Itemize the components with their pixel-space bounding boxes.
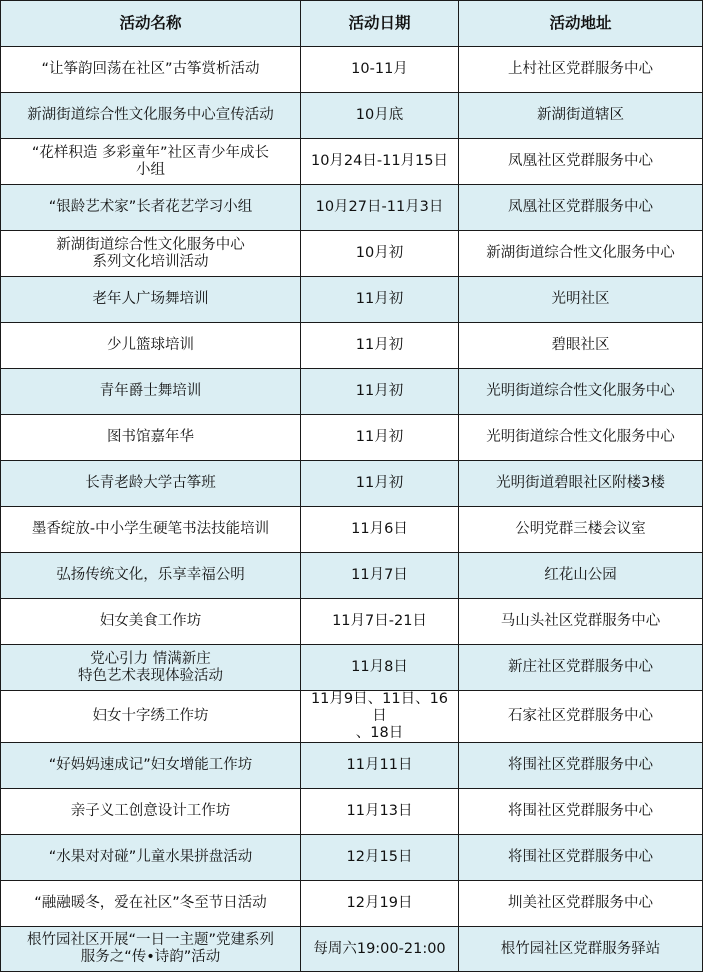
cell-name — [1, 553, 301, 599]
table-row — [1, 93, 703, 139]
cell-place-text: 光明街道综合性文化服务中心 — [486, 429, 675, 445]
cell-place — [459, 185, 703, 231]
cell-date — [301, 461, 459, 507]
cell-name-text: 弘扬传统文化，乐享幸福公明 — [56, 567, 245, 583]
cell-name — [1, 835, 301, 881]
cell-place-text: 光明社区 — [551, 291, 610, 307]
cell-place — [459, 835, 703, 881]
table-row — [1, 231, 703, 277]
cell-date-text: 10月27日-11月3日 — [315, 199, 444, 215]
cell-date — [301, 553, 459, 599]
cell-name — [1, 645, 301, 691]
cell-name-text: “让筝韵回荡在社区”古筝赏析活动 — [41, 61, 260, 77]
cell-place — [459, 743, 703, 789]
cell-place — [459, 47, 703, 93]
cell-name — [1, 185, 301, 231]
table-row — [1, 835, 703, 881]
table-row — [1, 553, 703, 599]
cell-name-text: 图书馆嘉年华 — [107, 429, 194, 445]
cell-place — [459, 927, 703, 972]
cell-name-text: 根竹园社区开展“一日一主题”党建系列 服务之“传•诗韵”活动 — [26, 932, 275, 965]
cell-name-text: 新湖街道综合性文化服务中心 系列文化培训活动 — [56, 236, 245, 270]
table-row — [1, 415, 703, 461]
cell-place — [459, 231, 703, 277]
cell-name-text: “水果对对碰”儿童水果拼盘活动 — [48, 849, 253, 865]
cell-name-text: 妇女十字绣工作坊 — [92, 708, 209, 724]
cell-date-text: 11月9日、11日、16日 、18日 — [310, 691, 449, 741]
cell-place — [459, 277, 703, 323]
cell-date-text: 11月初 — [355, 383, 404, 399]
cell-place-text: 石家社区党群服务中心 — [508, 708, 653, 724]
cell-place — [459, 881, 703, 927]
cell-date — [301, 927, 459, 972]
table-row — [1, 461, 703, 507]
table-row — [1, 507, 703, 553]
cell-name-text: 墨香绽放-中小学生硬笔书法技能培训 — [31, 521, 270, 537]
cell-name — [1, 323, 301, 369]
cell-name-text: “花样积造 多彩童年”社区青少年成长 小组 — [31, 144, 270, 178]
cell-name — [1, 415, 301, 461]
table-row — [1, 599, 703, 645]
cell-date-text: 10月24日-11月15日 — [310, 153, 449, 169]
cell-date-text: 10-11月 — [351, 61, 408, 77]
cell-date — [301, 789, 459, 835]
header-activity-date: 活动日期 — [301, 1, 459, 47]
cell-place — [459, 93, 703, 139]
cell-date-text: 11月13日 — [346, 803, 413, 819]
cell-date-text: 11月11日 — [346, 757, 413, 773]
cell-name-text: “银龄艺术家”长者花艺学习小组 — [48, 199, 253, 215]
cell-place-text: 红花山公园 — [544, 567, 617, 583]
cell-place-text: 凤凰社区党群服务中心 — [508, 199, 653, 215]
cell-name — [1, 369, 301, 415]
cell-name — [1, 599, 301, 645]
cell-name — [1, 93, 301, 139]
cell-place — [459, 599, 703, 645]
cell-place-text: 根竹园社区党群服务驿站 — [500, 940, 661, 957]
cell-name — [1, 789, 301, 835]
cell-date — [301, 139, 459, 185]
cell-name — [1, 139, 301, 185]
cell-place — [459, 645, 703, 691]
cell-date — [301, 323, 459, 369]
table-row — [1, 789, 703, 835]
cell-name — [1, 927, 301, 972]
cell-name-text: 长青老龄大学古筝班 — [85, 475, 216, 491]
cell-place-text: 碧眼社区 — [551, 337, 610, 353]
cell-date — [301, 835, 459, 881]
table-row — [1, 691, 703, 743]
table-row — [1, 645, 703, 691]
cell-place-text: 将围社区党群服务中心 — [508, 849, 653, 865]
header-activity-place: 活动地址 — [459, 1, 703, 47]
table-row — [1, 277, 703, 323]
cell-place — [459, 461, 703, 507]
header-activity-name: 活动名称 — [1, 1, 301, 47]
cell-place — [459, 369, 703, 415]
cell-place-text: 新庄社区党群服务中心 — [508, 659, 653, 675]
table-row — [1, 139, 703, 185]
cell-date — [301, 185, 459, 231]
cell-date — [301, 645, 459, 691]
table-row — [1, 927, 703, 972]
cell-date — [301, 415, 459, 461]
cell-place-text: 凤凰社区党群服务中心 — [508, 153, 653, 169]
cell-place-text: 上村社区党群服务中心 — [508, 61, 653, 77]
table-row — [1, 743, 703, 789]
cell-date — [301, 881, 459, 927]
cell-date — [301, 47, 459, 93]
cell-name-text: “好妈妈速成记”妇女增能工作坊 — [48, 757, 253, 773]
cell-date-text: 11月初 — [355, 429, 404, 445]
cell-date — [301, 507, 459, 553]
cell-name — [1, 691, 301, 743]
table-header-row — [1, 1, 703, 47]
cell-place — [459, 789, 703, 835]
cell-date — [301, 599, 459, 645]
cell-place — [459, 139, 703, 185]
cell-date-text: 每周六19:00-21:00 — [313, 940, 446, 957]
cell-date-text: 11月8日 — [351, 659, 408, 675]
cell-date-text: 11月7日 — [351, 567, 408, 583]
cell-name-text: 新湖街道综合性文化服务中心宣传活动 — [27, 107, 274, 123]
table-row — [1, 47, 703, 93]
cell-date-text: 12月15日 — [346, 849, 413, 865]
cell-date — [301, 691, 459, 743]
cell-date — [301, 231, 459, 277]
cell-date-text: 11月6日 — [351, 521, 408, 537]
cell-name-text: 妇女美食工作坊 — [99, 613, 202, 629]
table-row — [1, 185, 703, 231]
cell-name-text: 青年爵士舞培训 — [99, 383, 202, 399]
cell-place-text: 公明党群三楼会议室 — [515, 521, 646, 537]
cell-name-text: 亲子义工创意设计工作坊 — [70, 803, 231, 819]
cell-place — [459, 323, 703, 369]
cell-name — [1, 277, 301, 323]
cell-date — [301, 369, 459, 415]
cell-place — [459, 691, 703, 743]
cell-place-text: 将围社区党群服务中心 — [508, 803, 653, 819]
cell-place — [459, 507, 703, 553]
cell-date — [301, 93, 459, 139]
table-row — [1, 323, 703, 369]
cell-date-text: 11月初 — [355, 475, 404, 491]
cell-place-text: 将围社区党群服务中心 — [508, 757, 653, 773]
cell-date — [301, 277, 459, 323]
cell-name — [1, 507, 301, 553]
cell-date-text: 11月7日-21日 — [332, 613, 427, 629]
cell-place-text: 光明街道综合性文化服务中心 — [486, 383, 675, 399]
cell-name-text: 老年人广场舞培训 — [92, 291, 209, 307]
cell-name — [1, 461, 301, 507]
cell-date-text: 10月底 — [355, 107, 404, 123]
cell-name-text: 少儿篮球培训 — [107, 337, 194, 353]
table-body — [1, 47, 703, 972]
cell-date-text: 12月19日 — [346, 895, 413, 911]
cell-name — [1, 47, 301, 93]
cell-place-text: 新湖街道辖区 — [537, 107, 624, 123]
cell-place-text: 圳美社区党群服务中心 — [508, 895, 653, 911]
cell-name-text: 党心引力 情满新庄 特色艺术表现体验活动 — [78, 650, 223, 684]
cell-place — [459, 415, 703, 461]
cell-name — [1, 881, 301, 927]
cell-date — [301, 743, 459, 789]
cell-place-text: 新湖街道综合性文化服务中心 — [486, 245, 675, 261]
cell-name — [1, 743, 301, 789]
cell-date-text: 11月初 — [355, 337, 404, 353]
cell-name — [1, 231, 301, 277]
cell-place — [459, 553, 703, 599]
cell-place-text: 光明街道碧眼社区附楼3楼 — [496, 475, 665, 491]
cell-name-text: “融融暖冬，爱在社区”冬至节日活动 — [34, 895, 267, 911]
cell-place-text: 马山头社区党群服务中心 — [500, 613, 661, 629]
table-row — [1, 369, 703, 415]
table-row — [1, 881, 703, 927]
cell-date-text: 10月初 — [355, 245, 404, 261]
cell-date-text: 11月初 — [355, 291, 404, 307]
